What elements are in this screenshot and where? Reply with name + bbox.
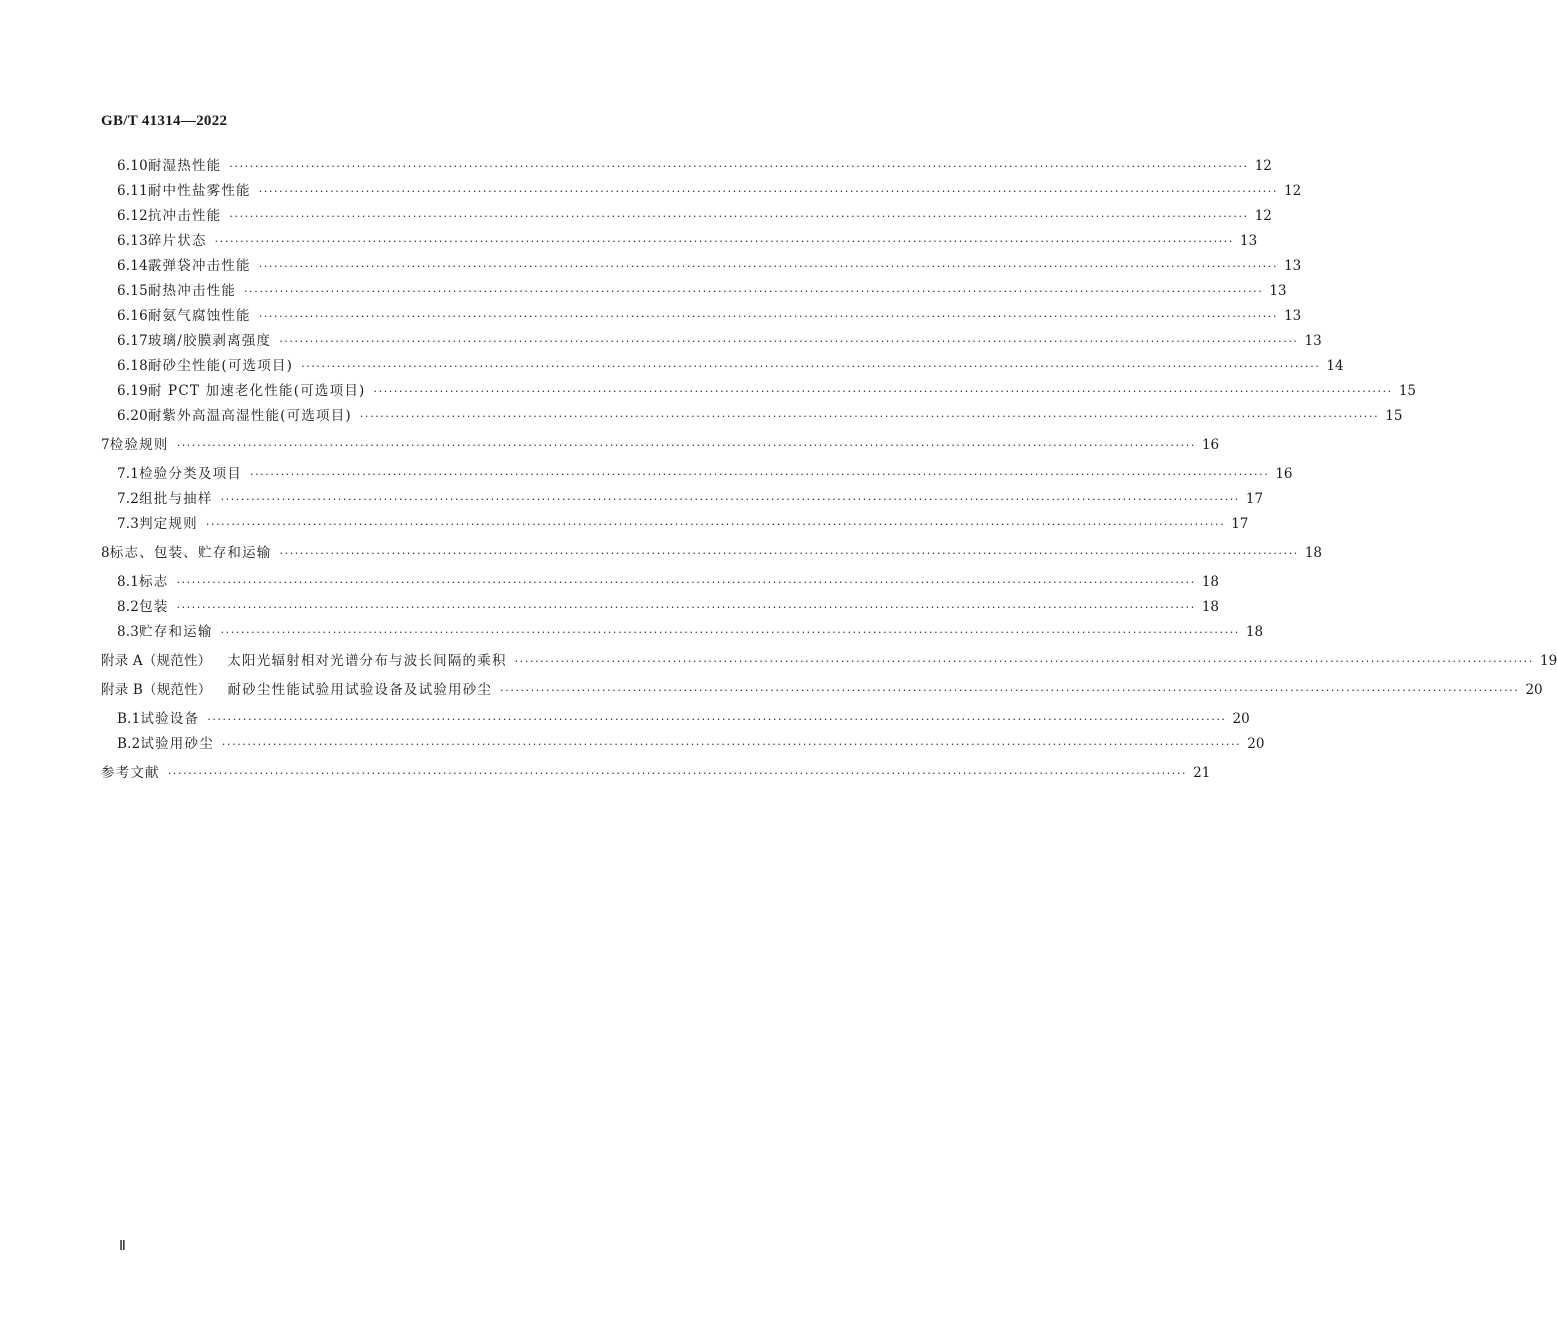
- toc-dot-leader: ········································································································································································································: [244, 285, 1264, 298]
- toc-entry[interactable]: [101, 462, 1293, 487]
- toc-dot-leader: ········································································································································································································: [176, 601, 1196, 614]
- toc-entry-title: 检验分类及项目: [139, 466, 242, 482]
- toc-entry[interactable]: [101, 433, 1220, 458]
- toc-entry[interactable]: [101, 678, 1543, 703]
- toc-entry-number: 6.16: [117, 308, 148, 324]
- toc-entry[interactable]: [101, 179, 1302, 204]
- toc-entry-number: 附录 B（规范性）: [101, 682, 212, 698]
- toc-entry[interactable]: [101, 304, 1302, 329]
- toc-entry-title: 耐紫外高温高湿性能(可选项目): [147, 408, 352, 424]
- toc-entry-number: 8.1: [117, 574, 140, 590]
- toc-dot-leader: ········································································································································································································: [229, 160, 1249, 173]
- toc-entry-title: 耐氨气腐蚀性能: [147, 308, 251, 324]
- toc-entry-page: 18: [1201, 574, 1219, 590]
- toc-entry-page: 17: [1245, 491, 1264, 507]
- toc-dot-leader: ········································································································································································································: [249, 468, 1270, 481]
- toc-entry[interactable]: [101, 620, 1264, 645]
- toc-entry-page: 18: [1201, 599, 1219, 615]
- toc-entry[interactable]: [101, 229, 1258, 254]
- toc-entry-title: 耐热冲击性能: [147, 283, 237, 299]
- toc-dot-leader: ········································································································································································································: [220, 493, 1240, 506]
- toc-entry-number: 6.10: [117, 158, 148, 174]
- toc-entry-page: 16: [1275, 466, 1293, 482]
- toc-dot-leader: ········································································································································································································: [205, 518, 1226, 531]
- toc-dot-leader: ········································································································································································································: [514, 655, 1534, 668]
- toc-entry-title: 贮存和运输: [139, 624, 213, 640]
- toc-dot-leader: ········································································································································································································: [207, 713, 1227, 726]
- toc-entry-number: 7.1: [117, 466, 140, 482]
- toc-dot-leader: ········································································································································································································: [301, 360, 1321, 373]
- toc-entry-page: 15: [1385, 408, 1403, 424]
- toc-entry-title: 组批与抽样: [139, 491, 213, 507]
- toc-entry-page: 12: [1254, 158, 1272, 174]
- toc-entry-title: 试验用砂尘: [140, 736, 214, 752]
- toc-dot-leader: ········································································································································································································: [359, 410, 1380, 423]
- toc-entry[interactable]: [101, 329, 1322, 354]
- toc-entry[interactable]: [101, 379, 1417, 404]
- toc-entry-page: 19: [1539, 653, 1557, 669]
- toc-entry-page: 13: [1284, 258, 1302, 274]
- toc-entry-page: 13: [1284, 308, 1302, 324]
- toc-entry-page: 13: [1240, 233, 1258, 249]
- table-of-contents: [101, 154, 1557, 786]
- toc-entry[interactable]: [101, 204, 1272, 229]
- toc-dot-leader: ········································································································································································································: [221, 738, 1242, 751]
- toc-entry-page: 13: [1304, 333, 1322, 349]
- toc-entry-page: 20: [1247, 736, 1265, 752]
- toc-entry-number: 8.3: [117, 624, 140, 640]
- toc-dot-leader: ········································································································································································································: [220, 626, 1240, 639]
- toc-entry-title: 标志、包装、贮存和运输: [109, 545, 272, 561]
- toc-entry-number: 6.11: [117, 183, 148, 199]
- toc-entry[interactable]: [101, 404, 1403, 429]
- toc-entry-title: 参考文献: [101, 765, 160, 781]
- toc-entry-number: 8: [101, 545, 110, 561]
- toc-entry-page: 18: [1245, 624, 1264, 640]
- toc-entry-page: 18: [1304, 545, 1323, 561]
- toc-entry-number: 6.17: [117, 333, 148, 349]
- toc-entry-number: 6.18: [117, 358, 148, 374]
- toc-entry-number: B.2: [117, 736, 141, 752]
- toc-entry[interactable]: [101, 761, 1211, 786]
- toc-dot-leader: ········································································································································································································: [214, 235, 1234, 248]
- toc-dot-leader: ········································································································································································································: [279, 547, 1299, 560]
- toc-entry[interactable]: [101, 354, 1344, 379]
- toc-entry[interactable]: [101, 595, 1219, 620]
- toc-entry-title: 耐砂尘性能试验用试验设备及试验用砂尘: [227, 682, 493, 698]
- toc-entry-title: 耐 PCT 加速老化性能(可选项目): [147, 383, 366, 399]
- toc-entry-title: 试验设备: [140, 711, 200, 727]
- toc-dot-leader: ········································································································································································································: [176, 576, 1196, 589]
- toc-entry-title: 判定规则: [139, 516, 198, 532]
- toc-entry-title: 标志: [139, 574, 169, 590]
- toc-dot-leader: ········································································································································································································: [279, 335, 1299, 348]
- standard-code-header: GB/T 41314—2022: [101, 113, 228, 129]
- toc-entry-number: B.1: [117, 711, 141, 727]
- toc-entry-page: 16: [1201, 437, 1220, 453]
- toc-entry-title: 包装: [139, 599, 169, 615]
- toc-entry-title: 耐砂尘性能(可选项目): [147, 358, 294, 374]
- toc-entry[interactable]: [101, 732, 1265, 757]
- toc-entry[interactable]: [101, 279, 1287, 304]
- toc-entry-number: 7.2: [117, 491, 140, 507]
- toc-entry[interactable]: [101, 649, 1557, 674]
- toc-entry-number: 6.14: [117, 258, 148, 274]
- toc-entry-title: 耐湿热性能: [147, 158, 222, 174]
- toc-entry-number: 附录 A（规范性）: [101, 653, 212, 669]
- toc-entry[interactable]: [101, 154, 1272, 179]
- toc-entry-page: 21: [1193, 765, 1211, 781]
- toc-dot-leader: ········································································································································································································: [258, 260, 1279, 273]
- toc-entry-number: 8.2: [117, 599, 140, 615]
- toc-entry-number: 6.13: [117, 233, 148, 249]
- toc-entry-number: 6.19: [117, 383, 148, 399]
- toc-dot-leader: ········································································································································································································: [258, 310, 1279, 323]
- toc-entry-title: 检验规则: [109, 437, 169, 453]
- toc-entry-page: 20: [1525, 682, 1543, 698]
- toc-dot-leader: ········································································································································································································: [258, 185, 1279, 198]
- toc-entry-number: 7: [101, 437, 110, 453]
- toc-entry-title: 碎片状态: [147, 233, 207, 249]
- toc-entry-title: 耐中性盐雾性能: [147, 183, 251, 199]
- toc-entry-title: 霰弹袋冲击性能: [147, 258, 251, 274]
- toc-entry-page: 17: [1231, 516, 1249, 532]
- toc-dot-leader: ········································································································································································································: [229, 210, 1249, 223]
- page-number-footer: Ⅱ: [119, 1239, 126, 1254]
- toc-entry-page: 12: [1254, 208, 1272, 224]
- toc-entry-page: 15: [1398, 383, 1417, 399]
- toc-entry-title: 玻璃/胶膜剥离强度: [147, 333, 272, 349]
- toc-entry-title: 抗冲击性能: [147, 208, 222, 224]
- toc-entry[interactable]: [101, 254, 1302, 279]
- toc-entry-page: 13: [1269, 283, 1287, 299]
- toc-dot-leader: ········································································································································································································: [373, 385, 1393, 398]
- toc-entry[interactable]: [101, 570, 1219, 595]
- toc-dot-leader: ········································································································································································································: [167, 767, 1188, 780]
- toc-entry-number: 6.20: [117, 408, 148, 424]
- toc-entry-title: 太阳光辐射相对光谱分布与波长间隔的乘积: [227, 653, 507, 669]
- toc-entry-page: 14: [1326, 358, 1344, 374]
- toc-dot-leader: ········································································································································································································: [500, 684, 1520, 697]
- toc-entry[interactable]: [101, 512, 1249, 537]
- toc-entry[interactable]: [101, 487, 1264, 512]
- toc-entry-page: 20: [1232, 711, 1250, 727]
- toc-entry[interactable]: [101, 541, 1323, 566]
- toc-entry-page: 12: [1284, 183, 1302, 199]
- toc-dot-leader: ········································································································································································································: [176, 439, 1196, 452]
- toc-entry-number: 6.12: [117, 208, 148, 224]
- toc-entry-number: 7.3: [117, 516, 140, 532]
- toc-entry[interactable]: [101, 707, 1250, 732]
- toc-entry-number: 6.15: [117, 283, 148, 299]
